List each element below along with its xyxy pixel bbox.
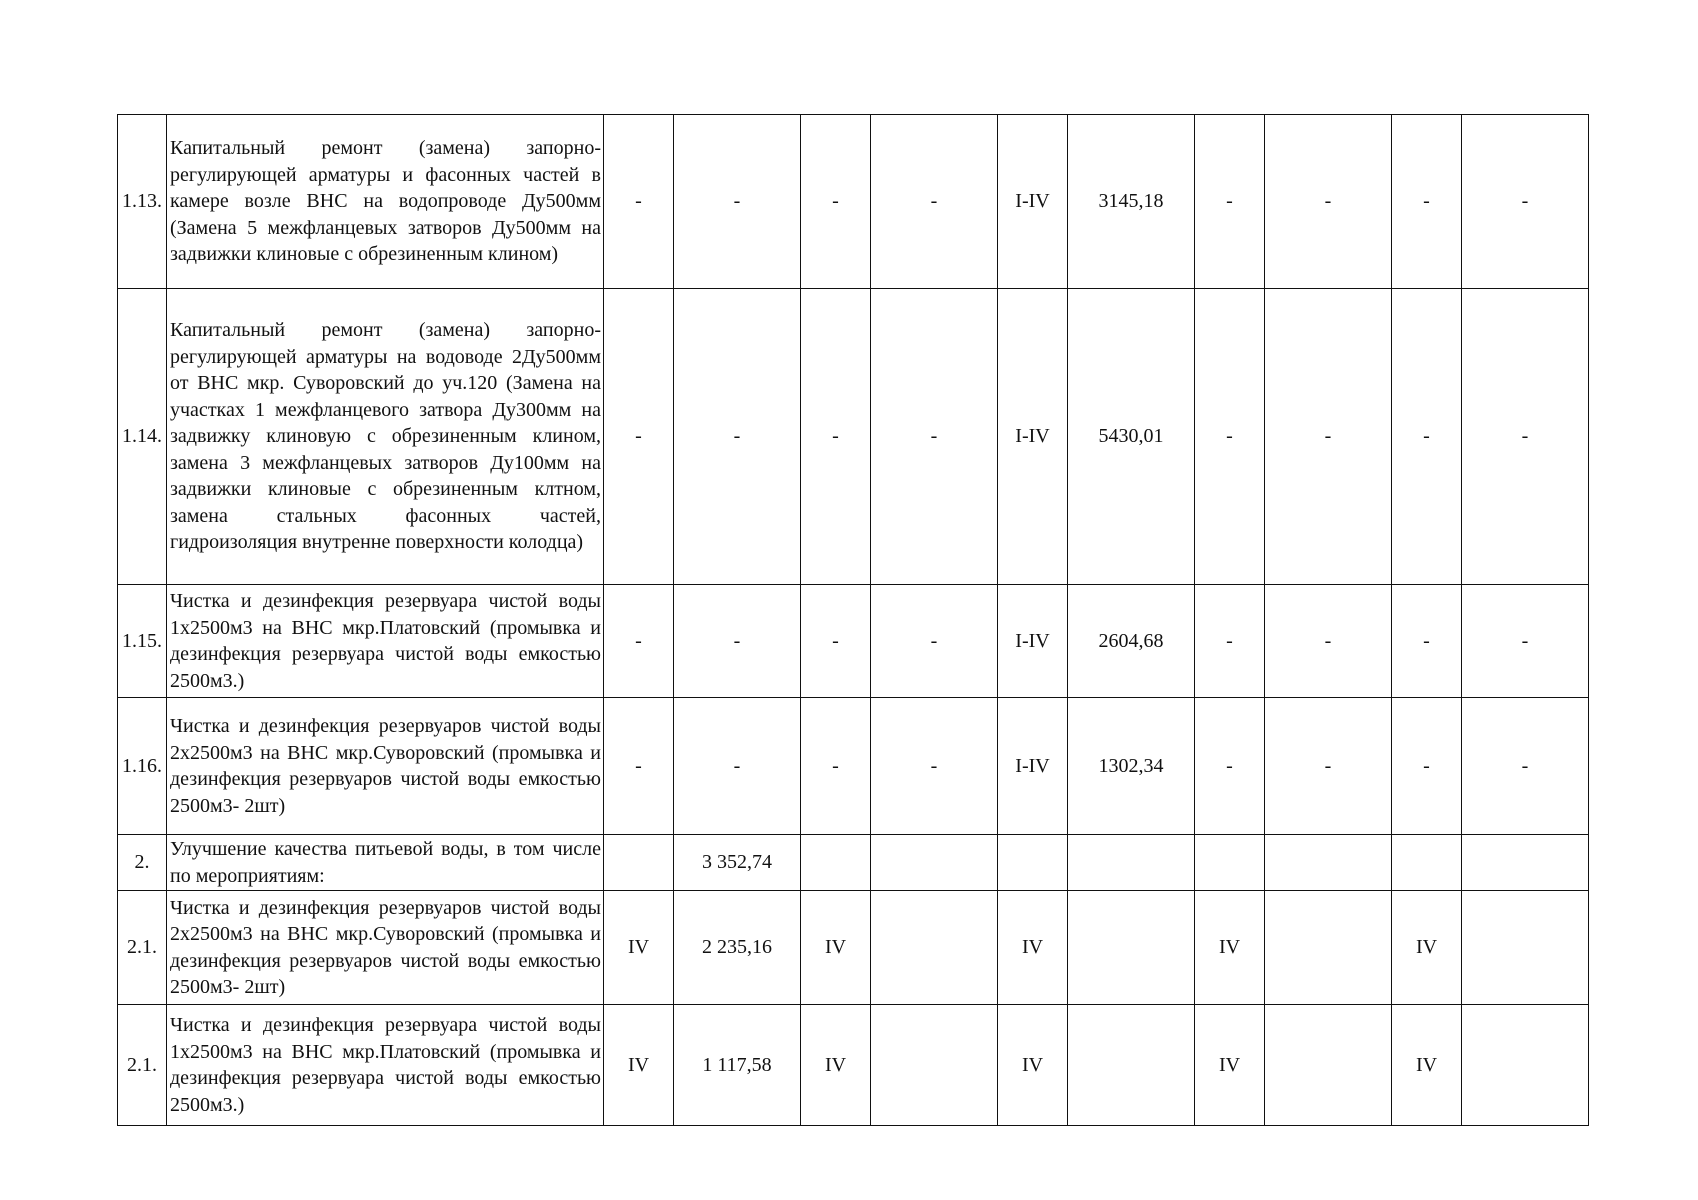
value-cell [1462,891,1589,1005]
value-cell: - [604,585,674,698]
value-cell: - [871,585,998,698]
value-cell [1068,1005,1195,1126]
value-cell [1462,1005,1589,1126]
value-cell: IV [604,891,674,1005]
value-cell [801,835,871,891]
value-cell: IV [998,1005,1068,1126]
value-cell: 5430,01 [1068,289,1195,585]
value-cell: - [1195,698,1265,835]
value-cell [998,835,1068,891]
value-cell: - [1392,585,1462,698]
value-cell: - [1195,289,1265,585]
value-cell: - [674,698,801,835]
value-cell: - [1195,585,1265,698]
value-cell: I-IV [998,698,1068,835]
description-cell: Капитальный ремонт (замена) запорно-регулирующей арматуры и фасонных частей в камере возле ВНС на водопроводе Ду500мм (Замена 5 межфланцевых затворов Ду500мм на задвижки клиновые с обрезиненным клином) [167,115,604,289]
value-cell: - [674,289,801,585]
value-cell: - [1392,289,1462,585]
description-cell: Чистка и дезинфекция резервуара чистой воды 1х2500м3 на ВНС мкр.Платовский (промывка и дезинфекция резервуара чистой воды емкостью 2500м3.) [167,1005,604,1126]
value-cell: - [604,698,674,835]
table-row [118,698,1589,835]
value-cell: - [801,115,871,289]
value-cell: - [1265,115,1392,289]
row-number-cell: 1.14. [118,289,167,585]
value-cell [1462,835,1589,891]
value-cell: 1 117,58 [674,1005,801,1126]
value-cell: IV [1392,891,1462,1005]
value-cell: I-IV [998,585,1068,698]
value-cell: - [1265,585,1392,698]
value-cell: - [871,698,998,835]
row-number-cell: 1.13. [118,115,167,289]
value-cell [1265,891,1392,1005]
value-cell [1265,1005,1392,1126]
table-row [118,891,1589,1005]
row-number-cell: 1.16. [118,698,167,835]
value-cell: 3145,18 [1068,115,1195,289]
value-cell [1068,835,1195,891]
value-cell: - [674,115,801,289]
value-cell [1265,835,1392,891]
value-cell: I-IV [998,289,1068,585]
table-row [118,115,1589,289]
value-cell: 2604,68 [1068,585,1195,698]
value-cell [871,1005,998,1126]
value-cell: IV [998,891,1068,1005]
description-cell: Чистка и дезинфекция резервуаров чистой воды 2х2500м3 на ВНС мкр.Суворовский (промывка и дезинфекция резервуаров чистой воды емкостью 2500м3- 2шт) [167,698,604,835]
value-cell: - [801,585,871,698]
table-row [118,1005,1589,1126]
description-cell: Чистка и дезинфекция резервуаров чистой воды 2х2500м3 на ВНС мкр.Суворовский (промывка и дезинфекция резервуаров чистой воды емкостью 2500м3- 2шт) [167,891,604,1005]
value-cell: - [801,698,871,835]
value-cell: - [604,115,674,289]
value-cell: IV [1195,891,1265,1005]
value-cell: - [1392,115,1462,289]
value-cell: 1302,34 [1068,698,1195,835]
value-cell: 3 352,74 [674,835,801,891]
value-cell: - [1392,698,1462,835]
value-cell [871,835,998,891]
value-cell [604,835,674,891]
value-cell: 2 235,16 [674,891,801,1005]
table-row [118,289,1589,585]
value-cell: - [1462,698,1589,835]
description-cell: Улучшение качества питьевой воды, в том числе по мероприятиям: [167,835,604,891]
value-cell: - [1462,585,1589,698]
value-cell: - [871,115,998,289]
row-number-cell: 2.1. [118,891,167,1005]
value-cell [1068,891,1195,1005]
value-cell: IV [1195,1005,1265,1126]
measures-table [117,114,1589,1126]
value-cell: - [1195,115,1265,289]
value-cell: IV [801,891,871,1005]
description-cell: Капитальный ремонт (замена) запорно-регулирующей арматуры на водоводе 2Ду500мм от ВНС мкр. Суворовский до уч.120 (Замена на участках 1 межфланцевого затвора Ду300мм на задвижку клиновую с обрезиненным клином, замена 3 межфланцевых затворов Ду100мм на задвижки клиновые с обрезиненным клтном, замена стальных фасонных частей, гидроизоляция внутренне поверхности колодца) [167,289,604,585]
row-number-cell: 2.1. [118,1005,167,1126]
value-cell: I-IV [998,115,1068,289]
value-cell: - [1265,289,1392,585]
table-row [118,585,1589,698]
value-cell: IV [1392,1005,1462,1126]
value-cell: - [1462,115,1589,289]
row-number-cell: 2. [118,835,167,891]
value-cell: - [604,289,674,585]
value-cell: - [871,289,998,585]
value-cell [1392,835,1462,891]
row-number-cell: 1.15. [118,585,167,698]
value-cell [871,891,998,1005]
value-cell: IV [801,1005,871,1126]
value-cell: IV [604,1005,674,1126]
value-cell: - [674,585,801,698]
table-body [118,115,1589,1126]
value-cell: - [1265,698,1392,835]
value-cell: - [801,289,871,585]
value-cell [1195,835,1265,891]
description-cell: Чистка и дезинфекция резервуара чистой воды 1х2500м3 на ВНС мкр.Платовский (промывка и дезинфекция резервуара чистой воды емкостью 2500м3.) [167,585,604,698]
table-row [118,835,1589,891]
value-cell: - [1462,289,1589,585]
